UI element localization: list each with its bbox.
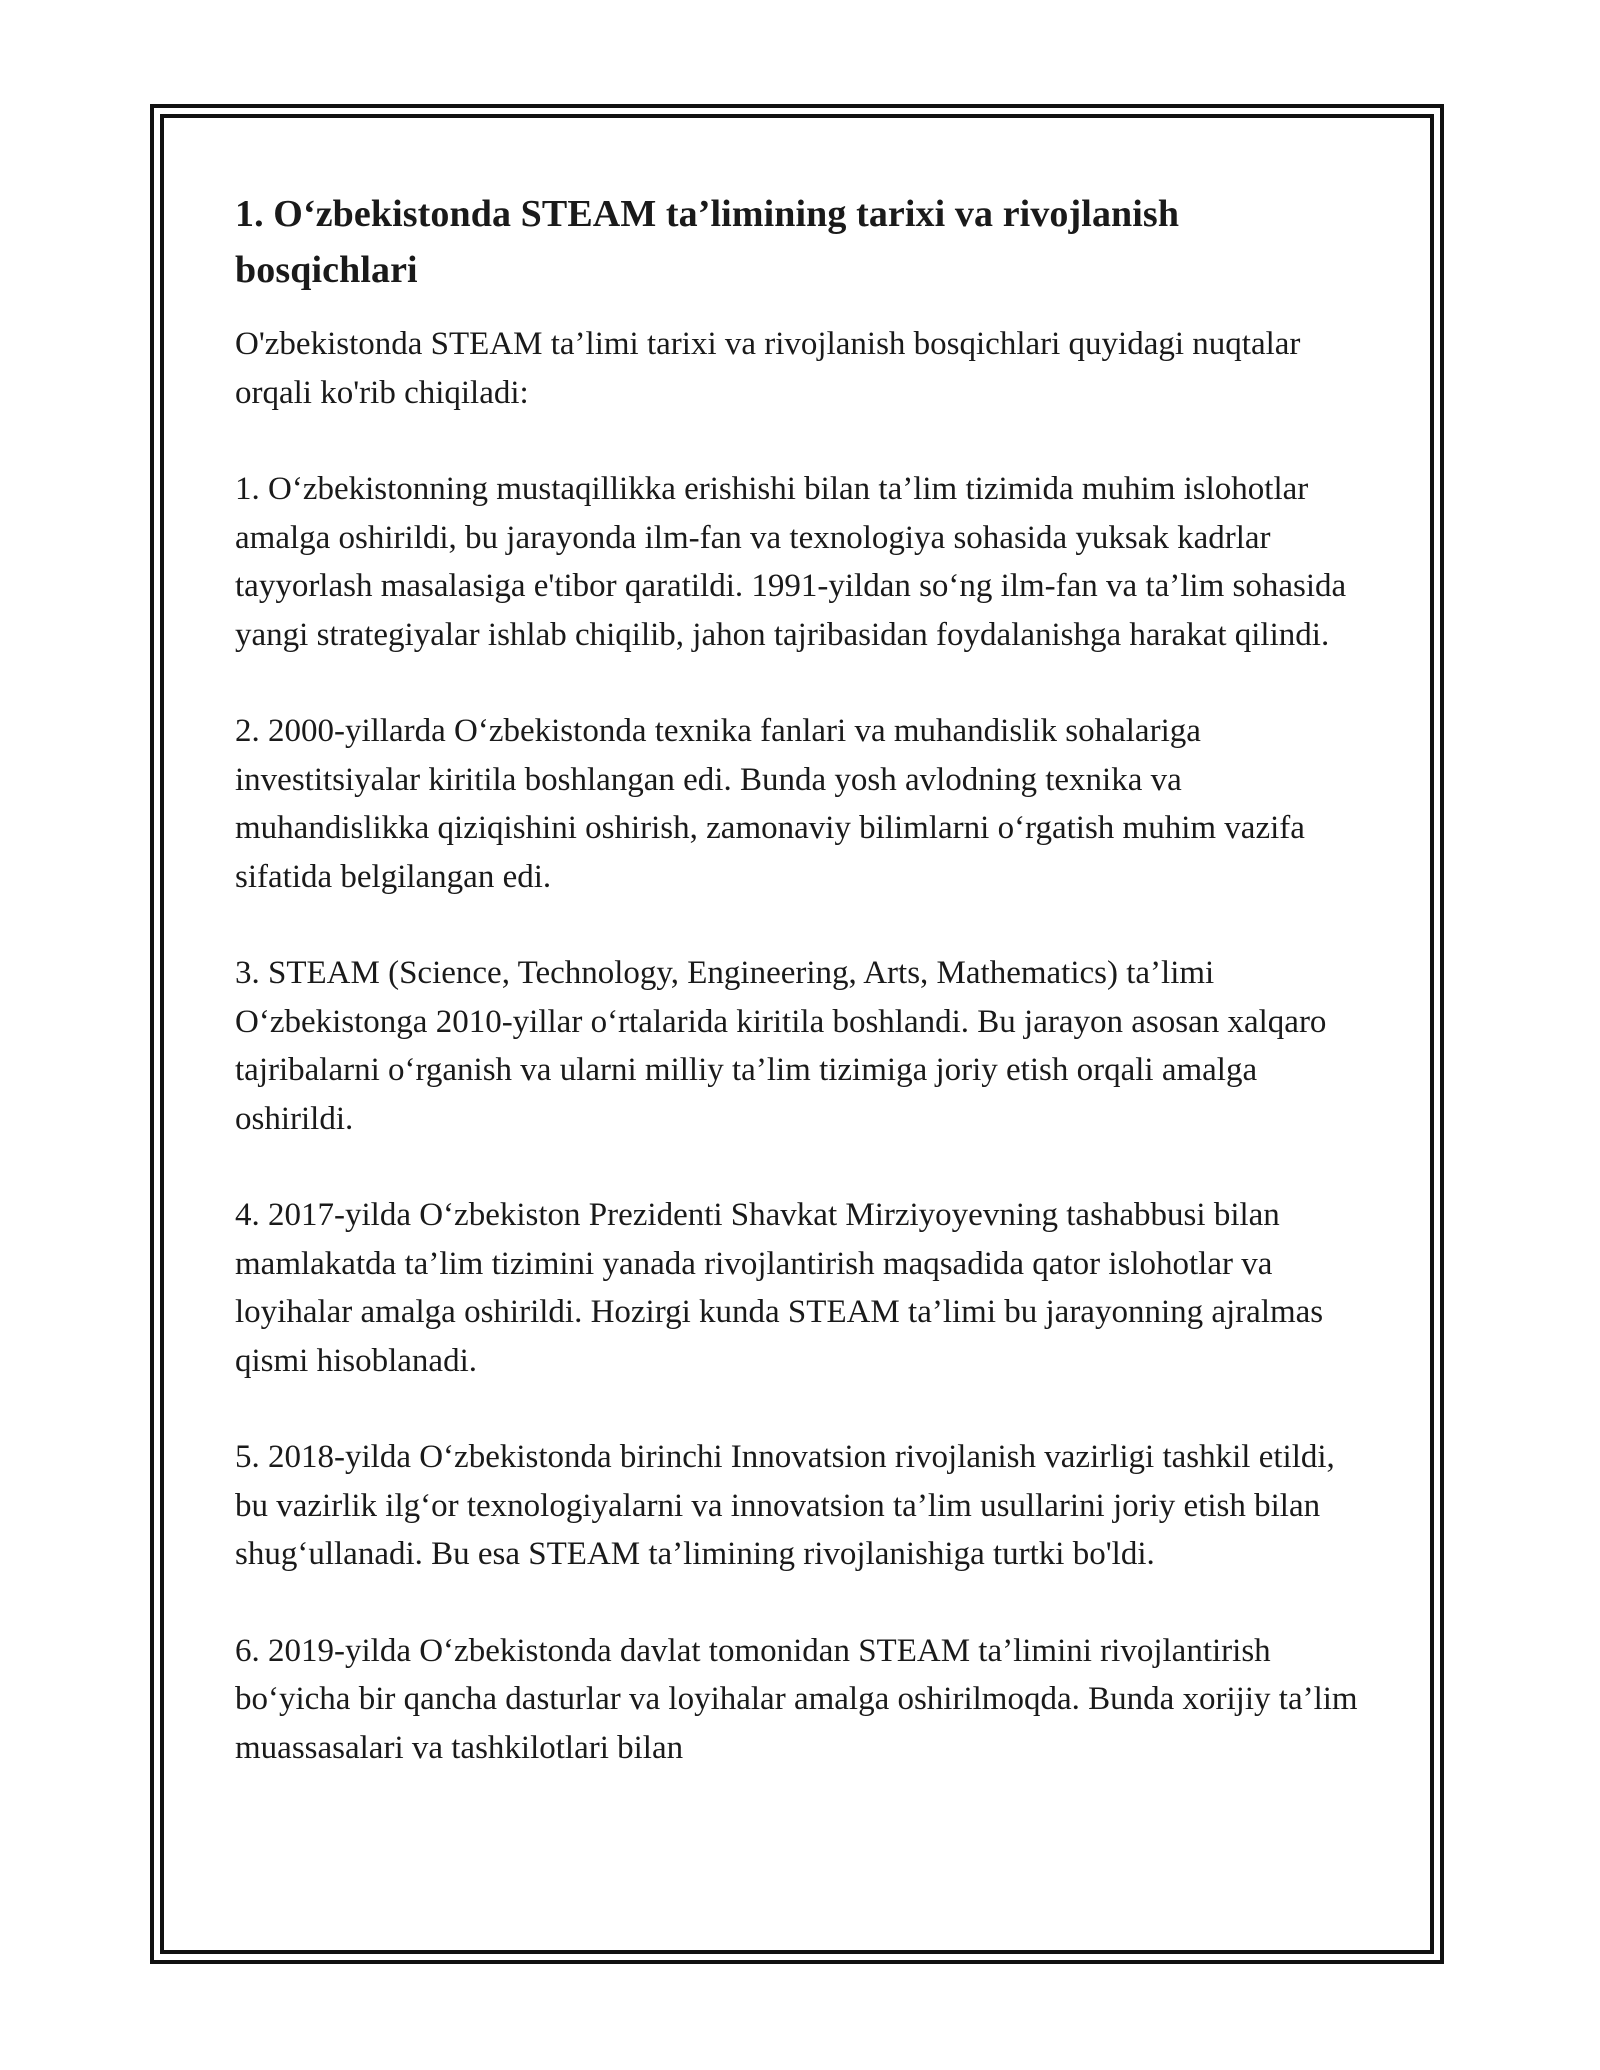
point-paragraph-3: 3. STEAM (Science, Technology, Engineering, Arts, Mathematics) ta’limi O‘zbekistonga 2010-yillar o‘rtalarida kiritila boshlandi. Bu jarayon asosan xalqaro tajribalarni o‘rganish va ularni milliy ta’lim tizimiga joriy etish orqali amalga oshirildi.	[235, 955, 1327, 1137]
point-paragraph-2: 2. 2000-yillarda O‘zbekistonda texnika fanlari va muhandislik sohalariga investitsiyalar kiritila boshlangan edi. Bunda yosh avlodning texnika va muhandislikka qiziqishini oshirish, zamonaviy bilimlarni o‘rgatish muhim vazifa sifatida belgilangan edi.	[235, 713, 1305, 895]
section-heading: 1. O‘zbekistonda STEAM ta’limining tarixi va rivojlanish bosqichlari	[235, 193, 1180, 291]
document-body	[235, 186, 1370, 1820]
point-paragraph-1: 1. O‘zbekistonning mustaqillikka erishishi bilan ta’lim tizimida muhim islohotlar amalga oshirildi, bu jarayonda ilm-fan va texnologiya sohasida yuksak kadrlar tayyorlash masalasiga e'tibor qaratildi. 1991-yildan so‘ng ilm-fan va ta’lim sohasida yangi strategiyalar ishlab chiqilib, jahon tajribasidan foydalanishga harakat qilindi.	[235, 471, 1347, 653]
point-paragraph-6: 6. 2019-yilda O‘zbekistonda davlat tomonidan STEAM ta’limini rivojlantirish bo‘yicha bir qancha dasturlar va loyihalar amalga oshirilmoqda. Bunda xorijiy ta’lim muassasalari va tashkilotlari bilan	[235, 1632, 1358, 1766]
point-paragraph-4: 4. 2017-yilda O‘zbekiston Prezidenti Shavkat Mirziyoyevning tashabbusi bilan mamlakatda ta’lim tizimini yanada rivojlantirish maqsadida qator islohotlar va loyihalar amalga oshirildi. Hozirgi kunda STEAM ta’limi bu jarayonning ajralmas qismi hisoblanadi.	[235, 1197, 1324, 1379]
point-paragraph-5: 5. 2018-yilda O‘zbekistonda birinchi Innovatsion rivojlanish vazirligi tashkil etildi, bu vazirlik ilg‘or texnologiyalarni va innovatsion ta’lim usullarini joriy etish bilan shug‘ullanadi. Bu esa STEAM ta’limining rivojlanishiga turtki bo'ldi.	[235, 1439, 1335, 1572]
intro-paragraph: O'zbekistonda STEAM ta’limi tarixi va rivojlanish bosqichlari quyidagi nuqtalar orqali ko'rib chiqiladi:	[235, 326, 1301, 411]
